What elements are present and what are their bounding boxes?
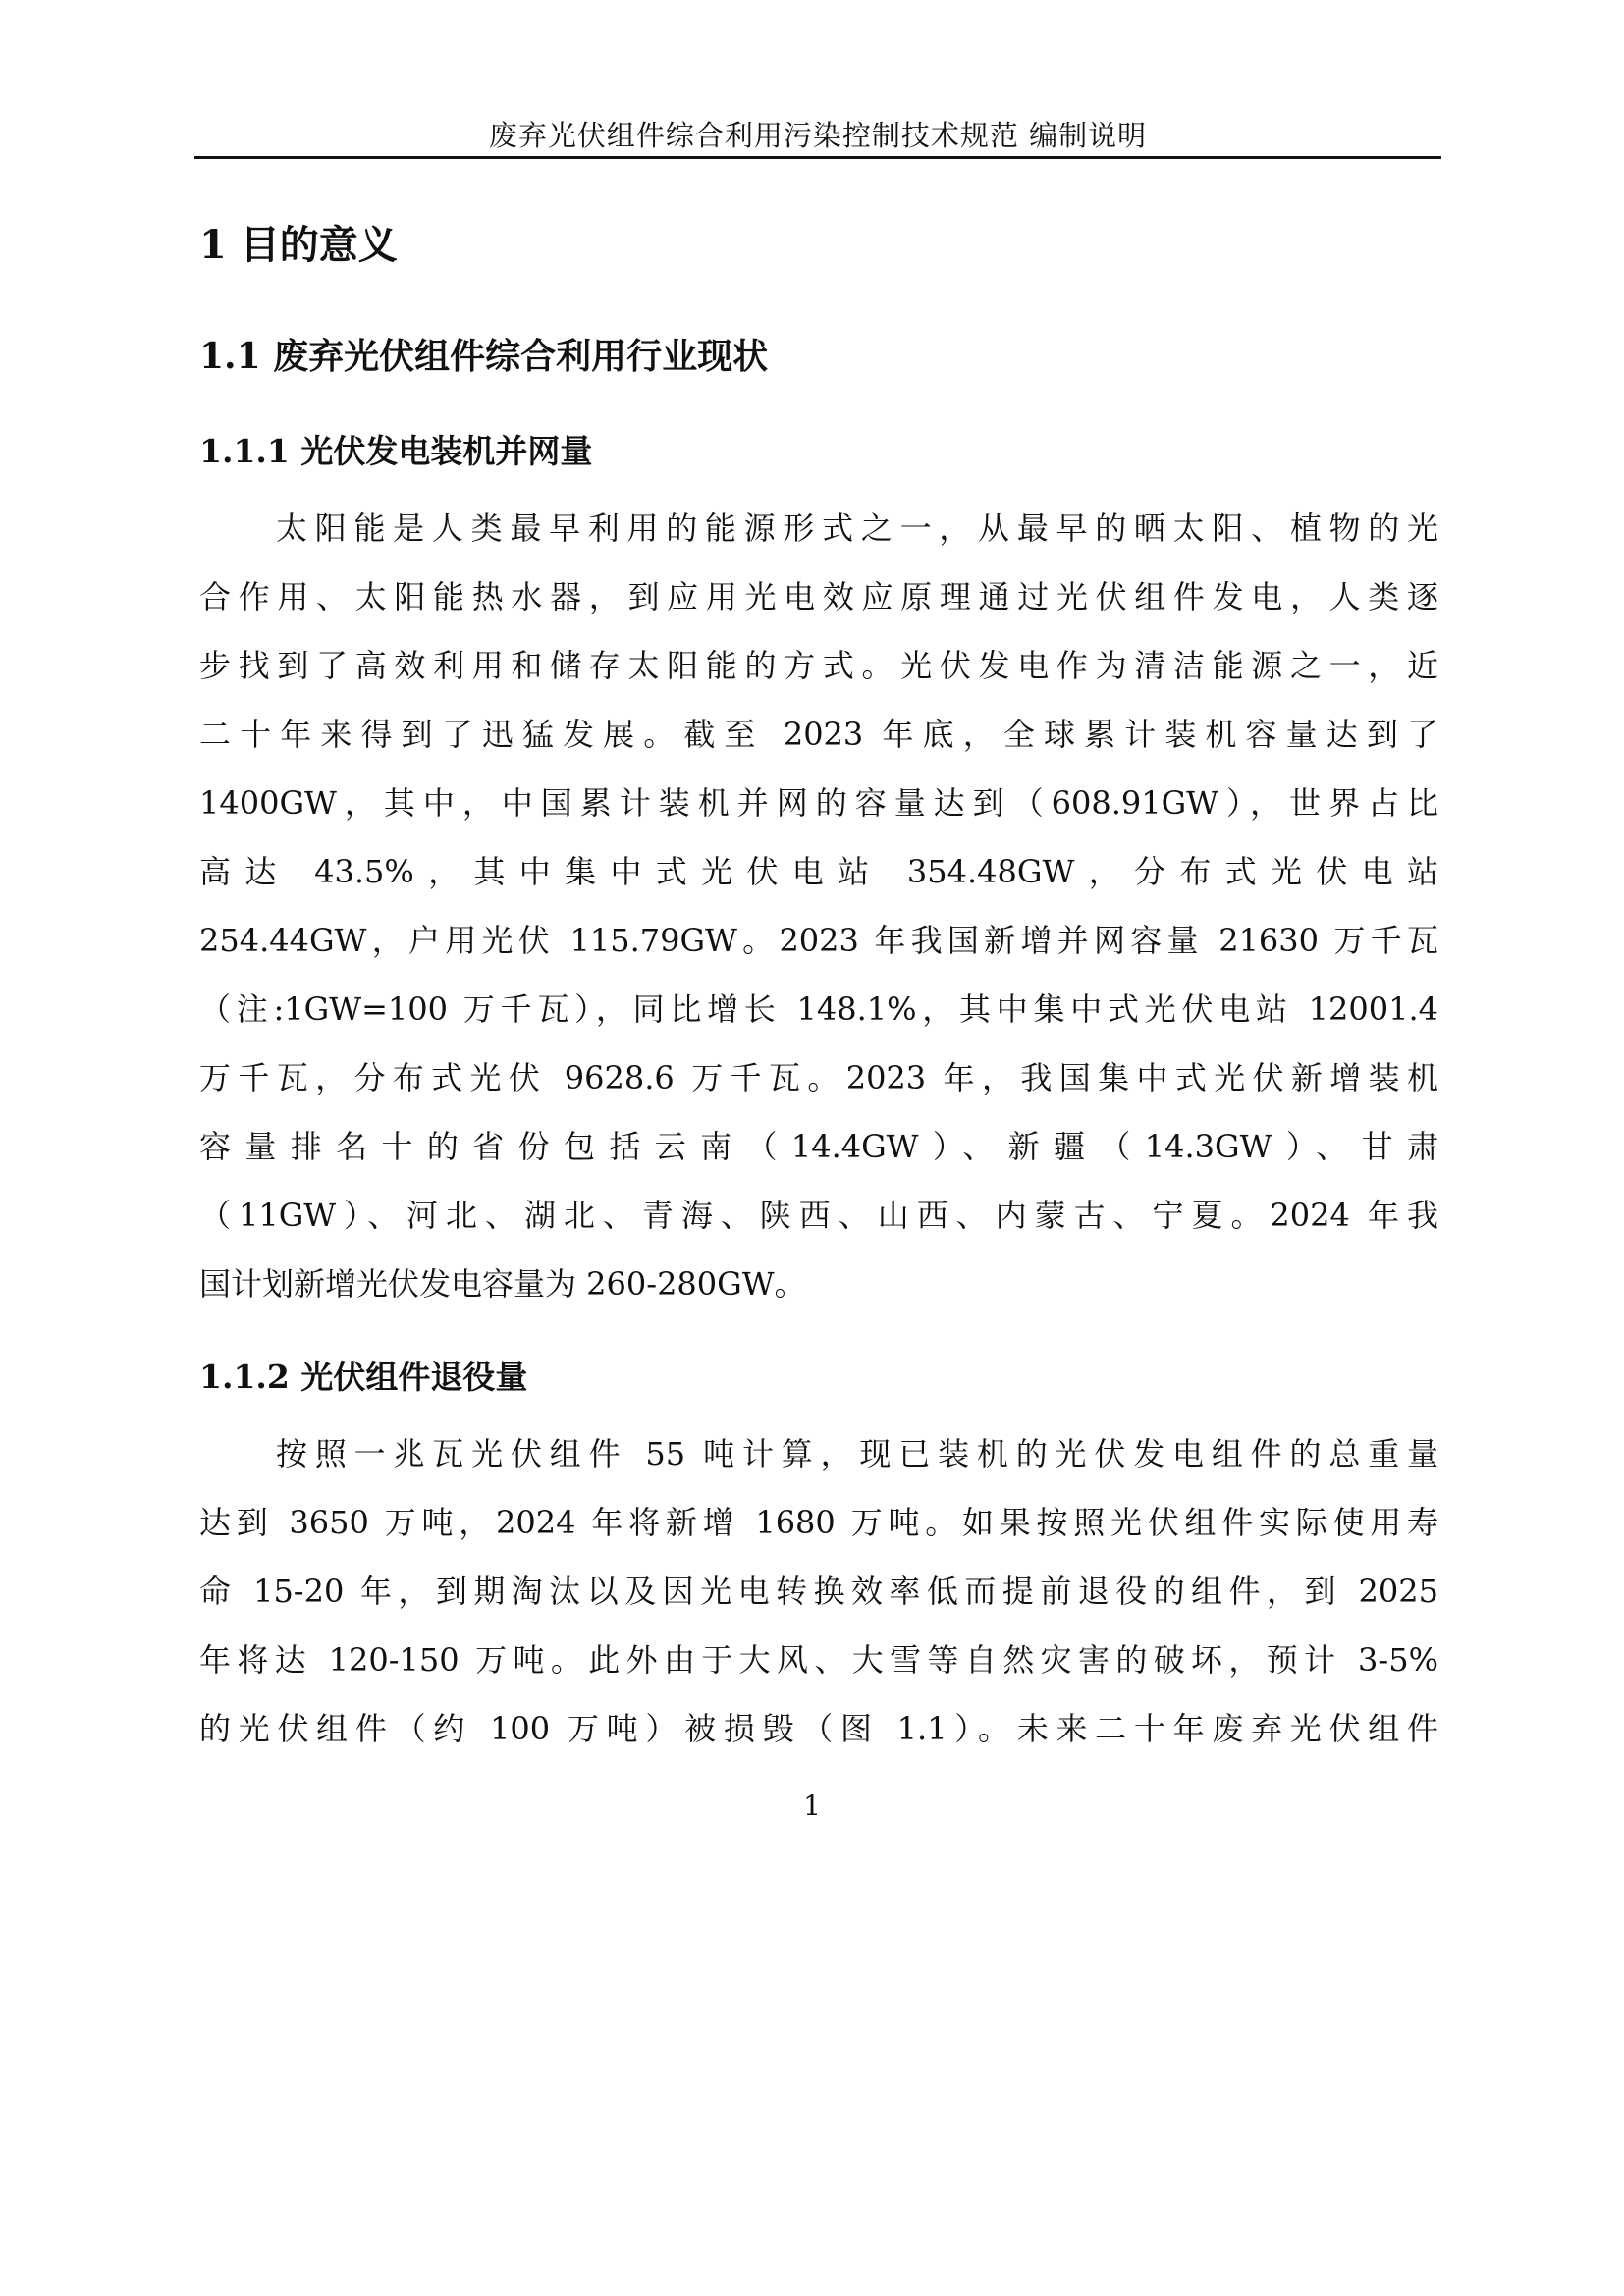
section-heading: 1.1 废弃光伏组件综合利用行业现状 bbox=[199, 336, 769, 377]
paragraph-module-retirement bbox=[199, 1419, 1438, 1763]
paragraph-line: 万千瓦，分布式光伏 9628.6 万千瓦。2023 年，我国集中式光伏新增装机 bbox=[199, 1059, 1438, 1096]
paragraph-line: 达到 3650 万吨，2024 年将新增 1680 万吨。如果按照光伏组件实际使用寿 bbox=[199, 1504, 1438, 1541]
paragraph-line: 年将达 120-150 万吨。此外由于大风、大雪等自然灾害的破坏，预计 3-5% bbox=[199, 1641, 1438, 1679]
paragraph-line: 按照一兆瓦光伏组件 55 吨计算，现已装机的光伏发电组件的总重量 bbox=[276, 1435, 1438, 1472]
paragraph-line: 步找到了高效利用和储存太阳能的方式。光伏发电作为清洁能源之一，近 bbox=[199, 647, 1438, 684]
paragraph-line: 命 15-20 年，到期淘汰以及因光电转换效率低而提前退役的组件，到 2025 bbox=[199, 1573, 1438, 1610]
paragraph-line: 二十年来得到了迅猛发展。截至 2023 年底，全球累计装机容量达到了 bbox=[199, 716, 1438, 753]
chapter-heading: 1 目的意义 bbox=[199, 222, 398, 268]
paragraph-line: 的光伏组件（约 100 万吨）被损毁（图 1.1）。未来二十年废弃光伏组件 bbox=[199, 1710, 1438, 1747]
paragraph-line: 太阳能是人类最早利用的能源形式之一，从最早的晒太阳、植物的光 bbox=[276, 509, 1438, 547]
page-number: 1 bbox=[803, 1789, 821, 1822]
paragraph-line: 容量排名十的省份包括云南（14.4GW）、新疆（14.3GW）、甘肃 bbox=[199, 1128, 1438, 1165]
paragraph-line: 国计划新增光伏发电容量为 260-280GW。 bbox=[199, 1265, 806, 1303]
paragraph-line: 1400GW，其中，中国累计装机并网的容量达到（608.91GW），世界占比 bbox=[199, 784, 1438, 822]
paragraph-installed-capacity bbox=[199, 494, 1438, 1318]
running-header: 废弃光伏组件综合利用污染控制技术规范 编制说明 bbox=[488, 119, 1148, 152]
subsection-heading-installed-capacity: 1.1.1 光伏发电装机并网量 bbox=[199, 432, 593, 470]
paragraph-line: 254.44GW，户用光伏 115.79GW。2023 年我国新增并网容量 21630 万千瓦 bbox=[199, 922, 1438, 959]
subsection-heading-module-retirement: 1.1.2 光伏组件退役量 bbox=[199, 1358, 528, 1396]
paragraph-line: （11GW）、河北、湖北、青海、陕西、山西、内蒙古、宁夏。2024 年我 bbox=[199, 1197, 1438, 1234]
header-rule bbox=[194, 156, 1441, 159]
paragraph-line: 合作用、太阳能热水器，到应用光电效应原理通过光伏组件发电，人类逐 bbox=[199, 578, 1438, 615]
paragraph-line: 高达 43.5%，其中集中式光伏电站 354.48GW，分布式光伏电站 bbox=[199, 853, 1438, 890]
paragraph-line: （注:1GW=100 万千瓦），同比增长 148.1%，其中集中式光伏电站 12001.4 bbox=[199, 990, 1438, 1028]
